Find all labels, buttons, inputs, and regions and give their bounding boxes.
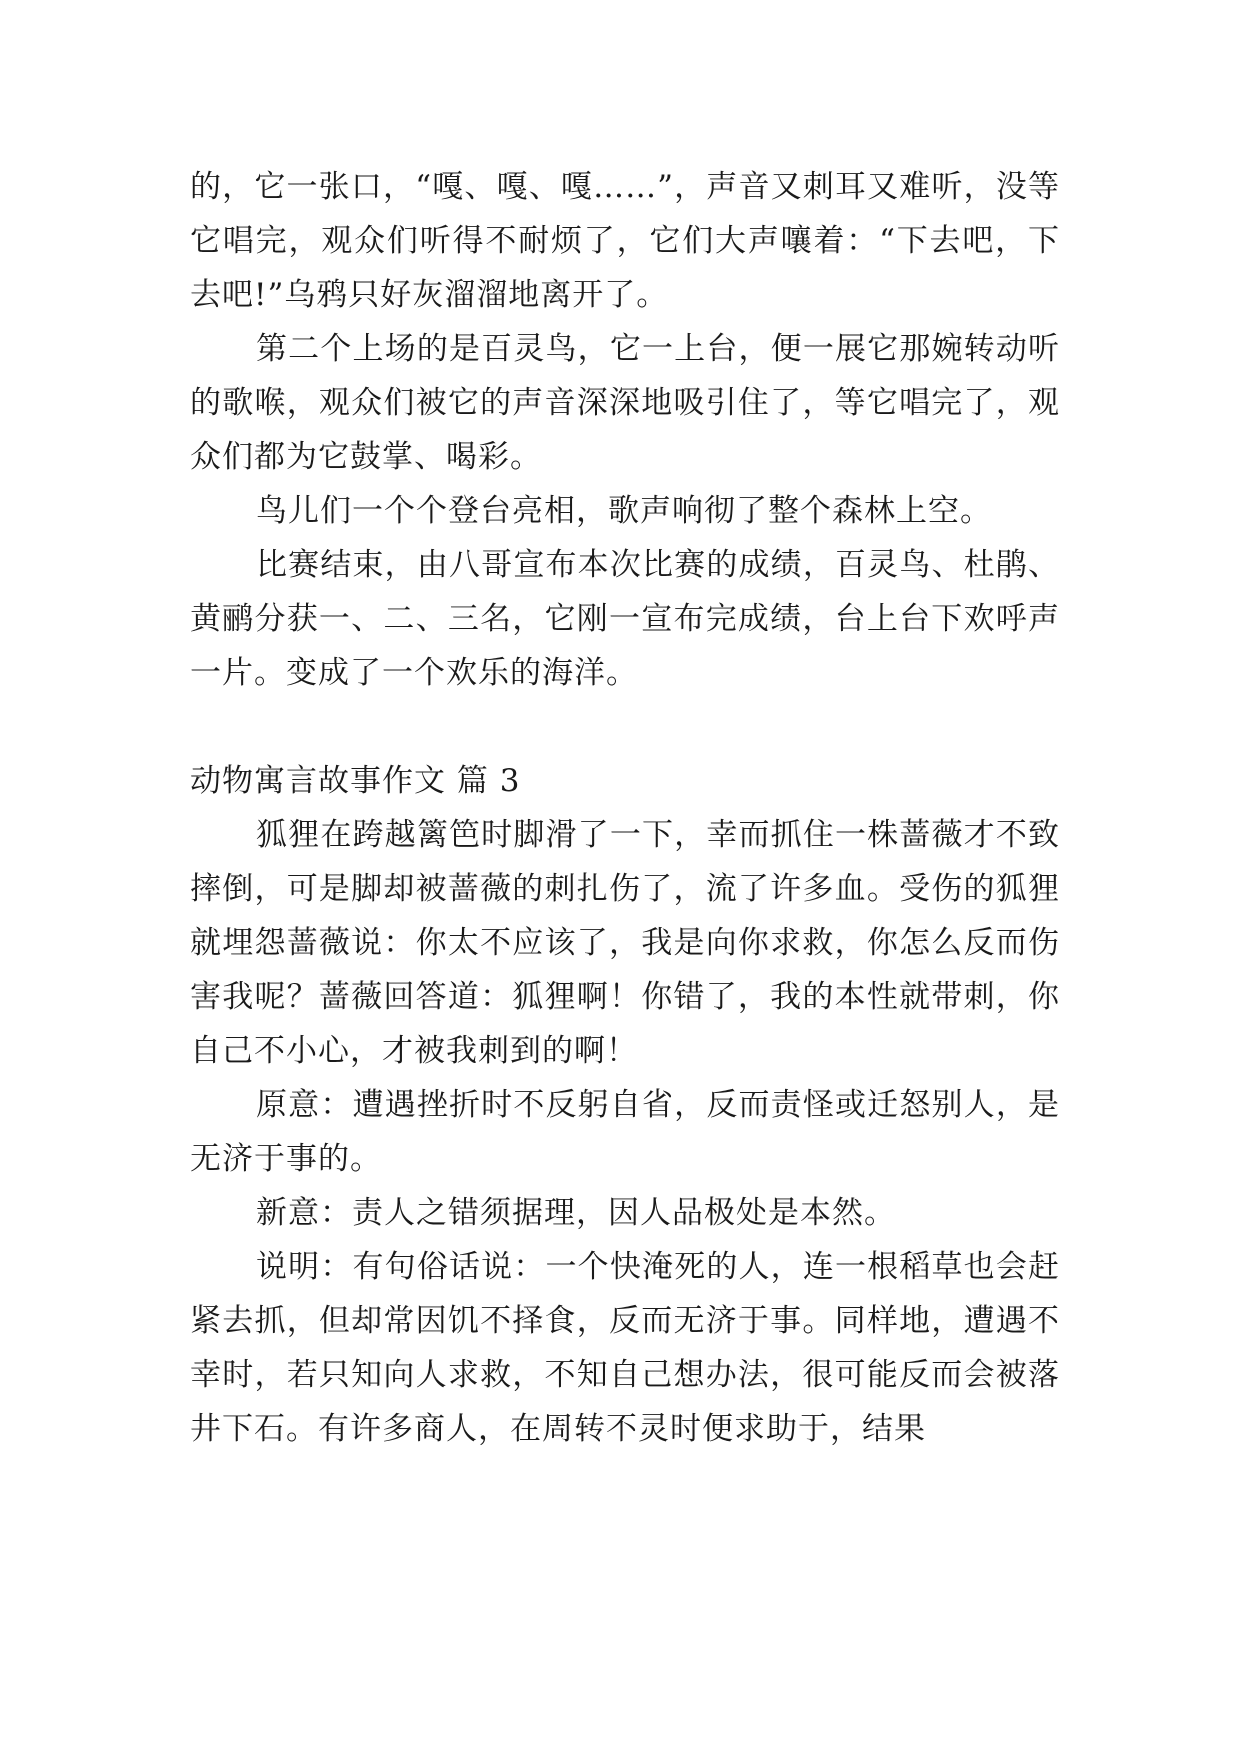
paragraph-birds-perform: 鸟儿们一个个登台亮相，歌声响彻了整个森林上空。: [256, 493, 992, 529]
document-page: [190, 160, 1060, 1456]
section-title: 动物寓言故事作文 篇 3: [190, 763, 521, 799]
section-spacer: [190, 700, 1060, 754]
paragraph-original-meaning: 原意：遭遇挫折时不反躬自省，反而责怪或迁怒别人，是无济于事的。: [190, 1087, 1060, 1177]
paragraph-lark: 第二个上场的是百灵鸟，它一上台，便一展它那婉转动听的歌喉，观众们被它的声音深深地吸引住了，等它唱完了，观众们都为它鼓掌、喝彩。: [190, 331, 1060, 475]
paragraph-crow-ending: 的，它一张口，“嘎、嘎、嘎……”，声音又刺耳又难听，没等它唱完，观众们听得不耐烦了，它们大声嚷着：“下去吧，下去吧!”乌鸦只好灰溜溜地离开了。: [190, 169, 1060, 313]
paragraph-explanation: 说明：有句俗话说：一个快淹死的人，连一根稻草也会赶紧去抓，但却常因饥不择食，反而无济于事。同样地，遭遇不幸时，若只知向人求救，不知自己想办法，很可能反而会被落井下石。有许多商人，在周转不灵时便求助于，结果: [190, 1249, 1060, 1447]
paragraph-new-meaning: 新意：责人之错须据理，因人品极处是本然。: [256, 1195, 896, 1231]
paragraph-results: 比赛结束，由八哥宣布本次比赛的成绩，百灵鸟、杜鹃、黄鹂分获一、二、三名，它刚一宣布完成绩，台上台下欢呼声一片。变成了一个欢乐的海洋。: [190, 547, 1060, 691]
paragraph-fox-story: 狐狸在跨越篱笆时脚滑了一下，幸而抓住一株蔷薇才不致摔倒，可是脚却被蔷薇的刺扎伤了，流了许多血。受伤的狐狸就埋怨蔷薇说：你太不应该了，我是向你求救，你怎么反而伤害我呢？蔷薇回答道：狐狸啊！你错了，我的本性就带刺，你自己不小心，才被我刺到的啊！: [190, 817, 1060, 1069]
